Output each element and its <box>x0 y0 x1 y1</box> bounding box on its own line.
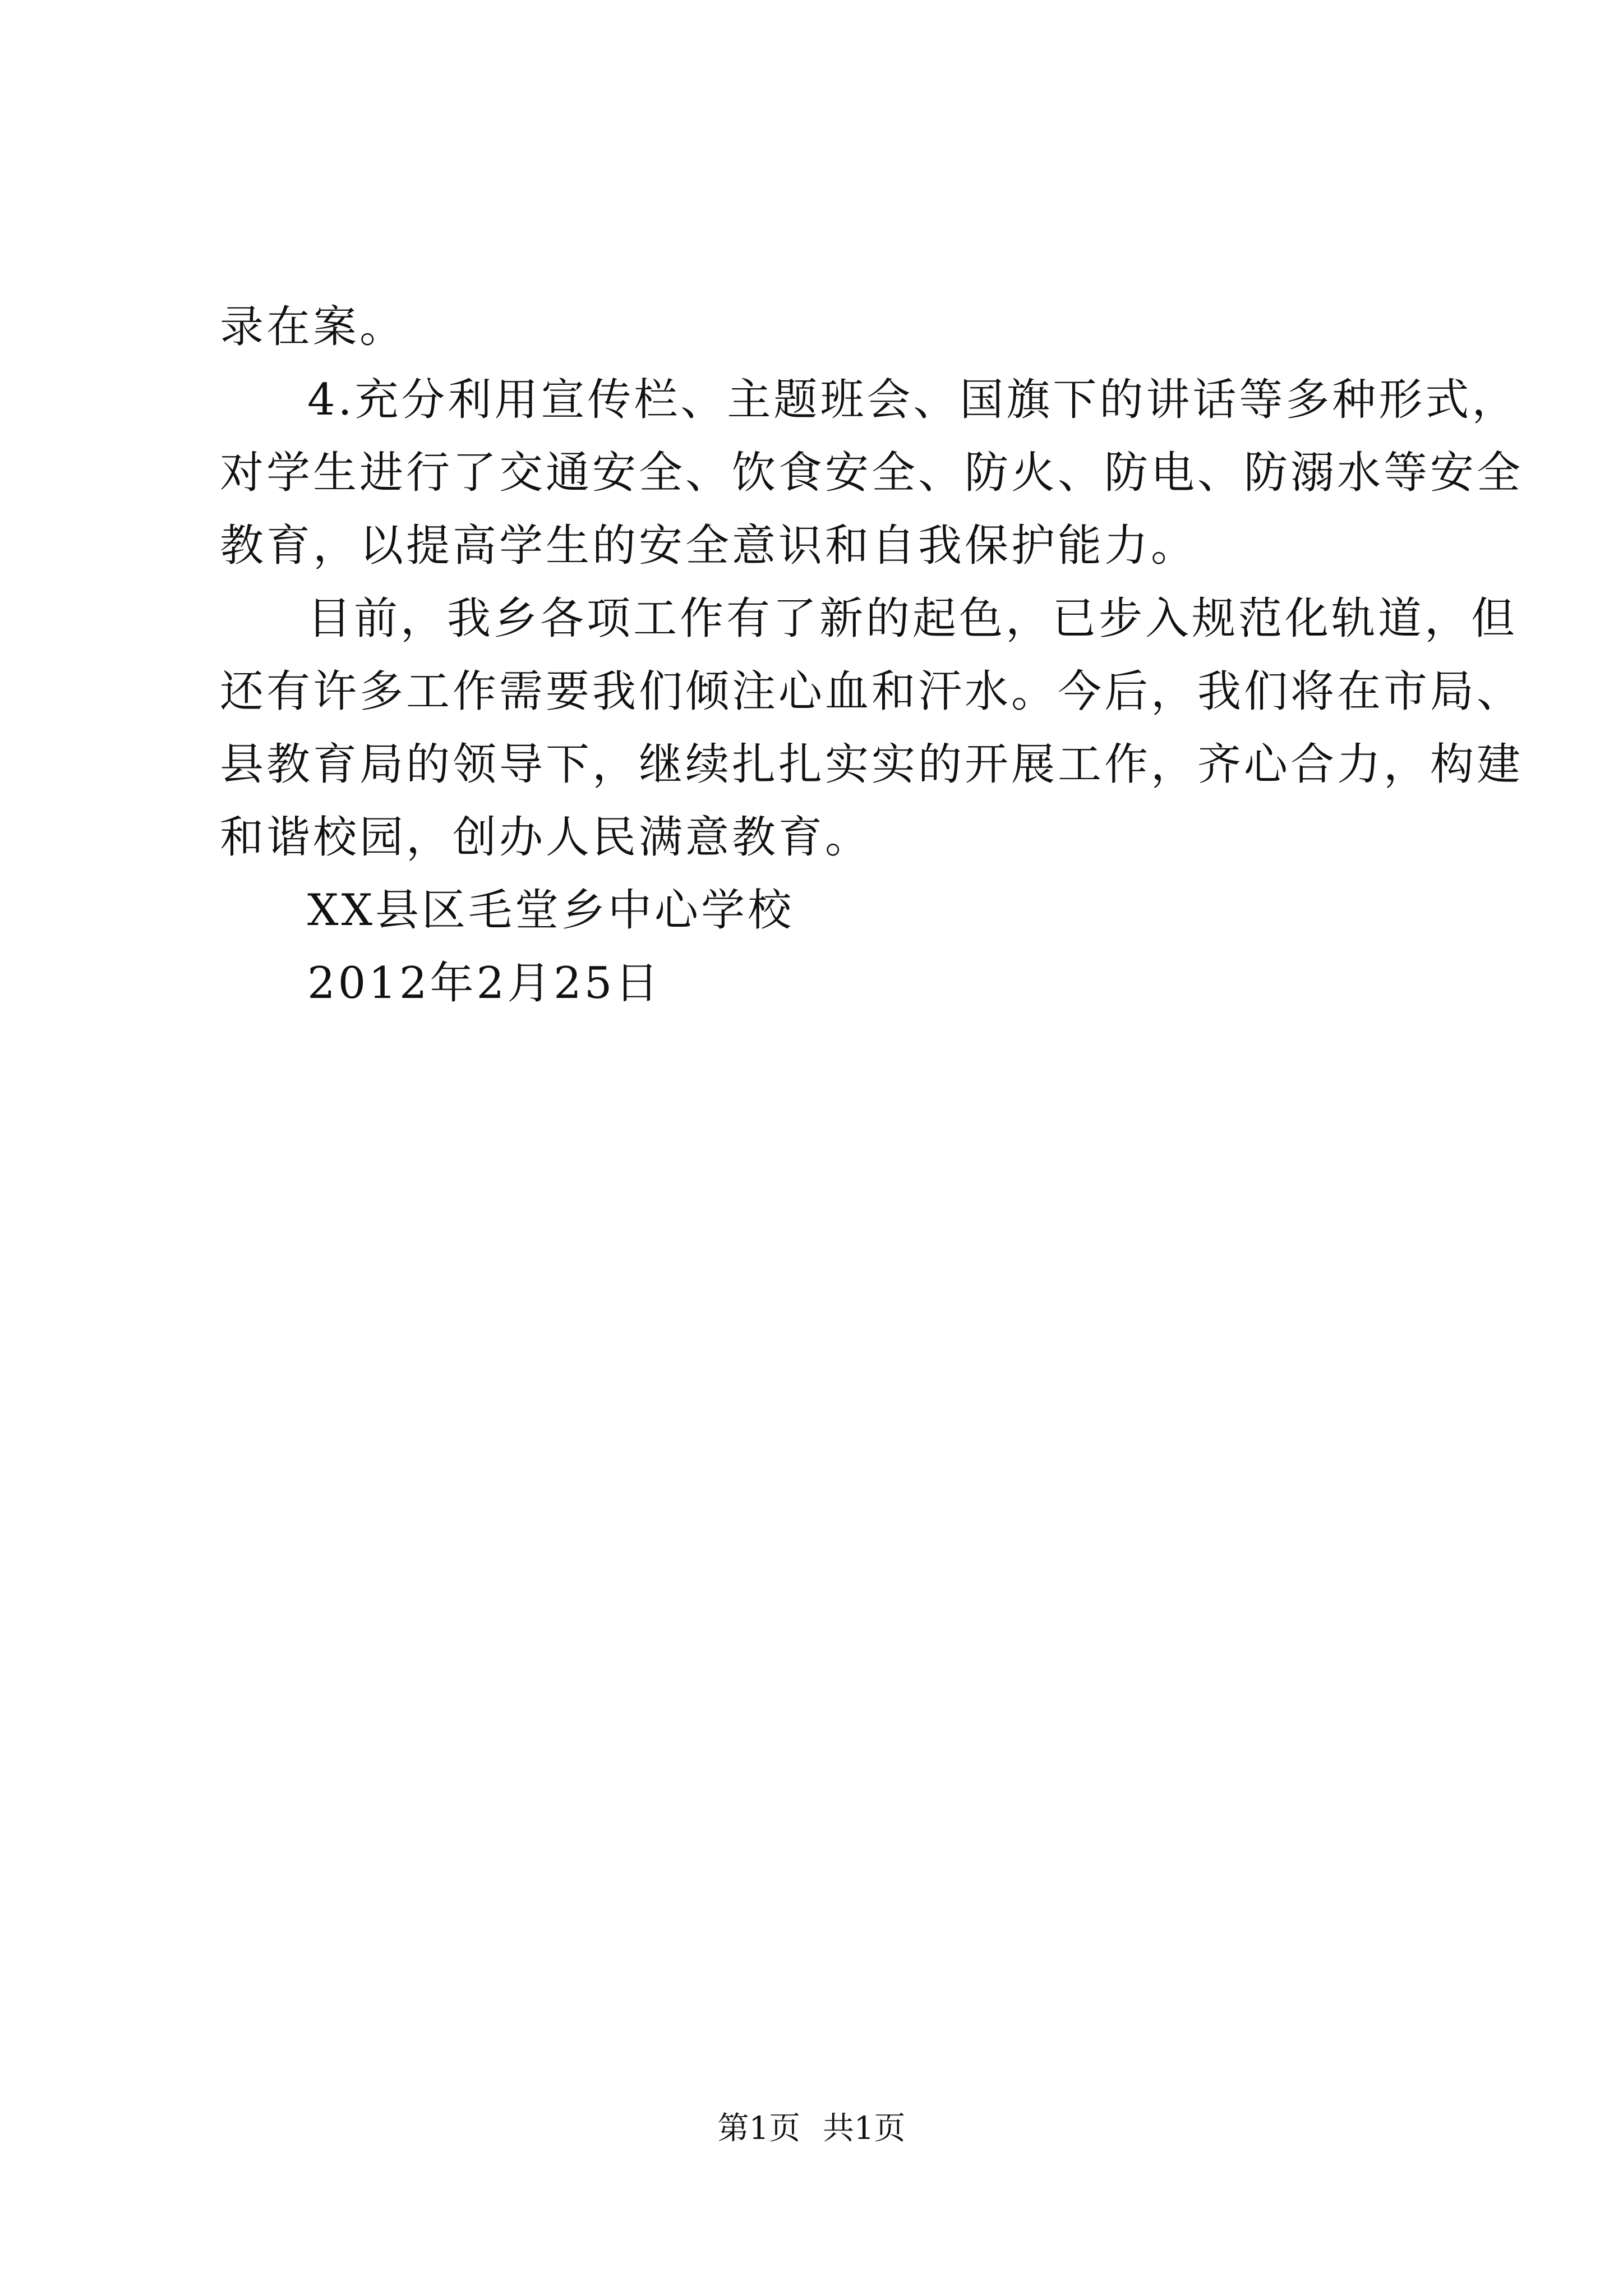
paragraph-summary-line-1: 目前，我乡各项工作有了新的起色，已步入规范化轨道，但 <box>307 593 1518 644</box>
document-body <box>220 291 1524 1020</box>
page-footer <box>0 2109 1623 2148</box>
signature-date: 2012年2月25日 <box>307 958 662 1009</box>
paragraph-item-4-line-1: 4.充分利用宣传栏、主题班会、国旗下的讲话等多种形式， <box>307 375 1519 425</box>
page-number: 第1页 <box>717 2110 801 2147</box>
paragraph-summary-line-3: 县教育局的领导下，继续扎扎实实的开展工作，齐心合力，构建 <box>220 739 1524 790</box>
signature-organization: XX县区毛堂乡中心学校 <box>307 885 795 936</box>
paragraph-item-4-line-3: 教育，以提高学生的安全意识和自我保护能力。 <box>220 521 1198 571</box>
paragraph-summary-line-2: 还有许多工作需要我们倾注心血和汗水。今后，我们将在市局、 <box>220 666 1524 717</box>
page-total: 共1页 <box>822 2110 906 2147</box>
paragraph-line-continuation: 录在案。 <box>220 302 407 352</box>
paragraph-summary-line-4: 和谐校园，创办人民满意教育。 <box>220 812 872 863</box>
paragraph-item-4-line-2: 对学生进行了交通安全、饮食安全、防火、防电、防溺水等安全 <box>220 448 1524 498</box>
